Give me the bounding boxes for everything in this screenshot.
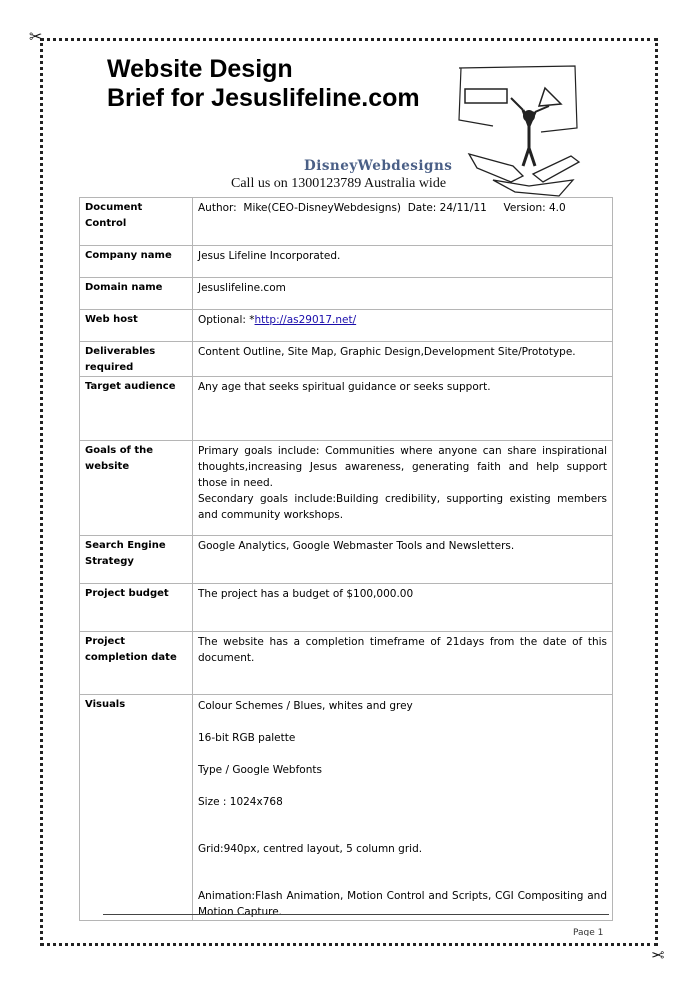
row-label: Visuals — [80, 695, 193, 921]
row-label: Goals of the website — [80, 441, 193, 536]
table-row — [80, 632, 613, 695]
row-label: Document Control — [80, 198, 193, 246]
row-value: Google Analytics, Google Webmaster Tools and Newsletters. — [193, 536, 613, 584]
brand-name: DisneyWebdesigns — [304, 158, 453, 174]
table-row — [80, 536, 613, 584]
web-host-link[interactable]: http://as29017.net/ — [254, 314, 357, 326]
row-value: Content Outline, Site Map, Graphic Design,Development Site/Prototype. — [193, 342, 613, 377]
row-value: Any age that seeks spiritual guidance or seeks support. — [193, 377, 613, 441]
table-row — [80, 377, 613, 441]
row-value — [193, 441, 613, 536]
row-label: Web host — [80, 310, 193, 342]
visuals-animation: Animation:Flash Animation, Motion Control and Scripts, CGI Compositing and Motion Capture. — [198, 890, 607, 918]
row-label: Deliverables required — [80, 342, 193, 377]
row-value — [193, 695, 613, 921]
footer-divider — [103, 914, 609, 915]
table-row — [80, 695, 613, 921]
secondary-goals: Secondary goals include:Building credibility, supporting existing members and community workshops. — [198, 493, 607, 521]
web-host-prefix: Optional: * — [198, 314, 255, 326]
primary-goals: Primary goals include: Communities where anyone can share inspirational thoughts,increasing Jesus awareness, generating faith and help support those in need. — [198, 445, 607, 489]
row-label: Project completion date — [80, 632, 193, 695]
table-row — [80, 441, 613, 536]
visuals-size: Size : 1024x768 — [198, 796, 283, 808]
row-value — [193, 310, 613, 342]
table-row — [80, 342, 613, 377]
table-row — [80, 278, 613, 310]
page-number: Page 1 — [573, 928, 604, 936]
visuals-colour: Colour Schemes / Blues, whites and grey — [198, 700, 413, 712]
scissors-icon: ✂ — [651, 945, 665, 964]
brief-table — [79, 197, 613, 921]
title-line-2: Brief for Jesuslifeline.com — [107, 84, 420, 112]
table-row — [80, 246, 613, 278]
row-value: Jesuslifeline.com — [193, 278, 613, 310]
row-label: Project budget — [80, 584, 193, 632]
row-label: Search Engine Strategy — [80, 536, 193, 584]
row-value: Jesus Lifeline Incorporated. — [193, 246, 613, 278]
row-label: Target audience — [80, 377, 193, 441]
phone-contact: Call us on 1300123789 Australia wide — [231, 176, 447, 191]
table-row — [80, 198, 613, 246]
row-value: The website has a completion timeframe of 21days from the date of this document. — [193, 632, 613, 695]
presenter-with-shapes-illustration — [453, 62, 583, 197]
row-value: Author: Mike(CEO-DisneyWebdesigns) Date: 24/11/11 Version: 4.0 — [193, 198, 613, 246]
title-line-1: Website Design — [107, 55, 293, 83]
document-title — [107, 55, 420, 113]
visuals-palette: 16-bit RGB palette — [198, 732, 296, 744]
visuals-type: Type / Google Webfonts — [198, 764, 322, 776]
row-label: Company name — [80, 246, 193, 278]
table-row — [80, 310, 613, 342]
row-label: Domain name — [80, 278, 193, 310]
row-value: The project has a budget of $100,000.00 — [193, 584, 613, 632]
scissors-icon: ✂ — [29, 27, 43, 46]
visuals-grid: Grid:940px, centred layout, 5 column grid. — [198, 843, 423, 855]
table-row — [80, 584, 613, 632]
